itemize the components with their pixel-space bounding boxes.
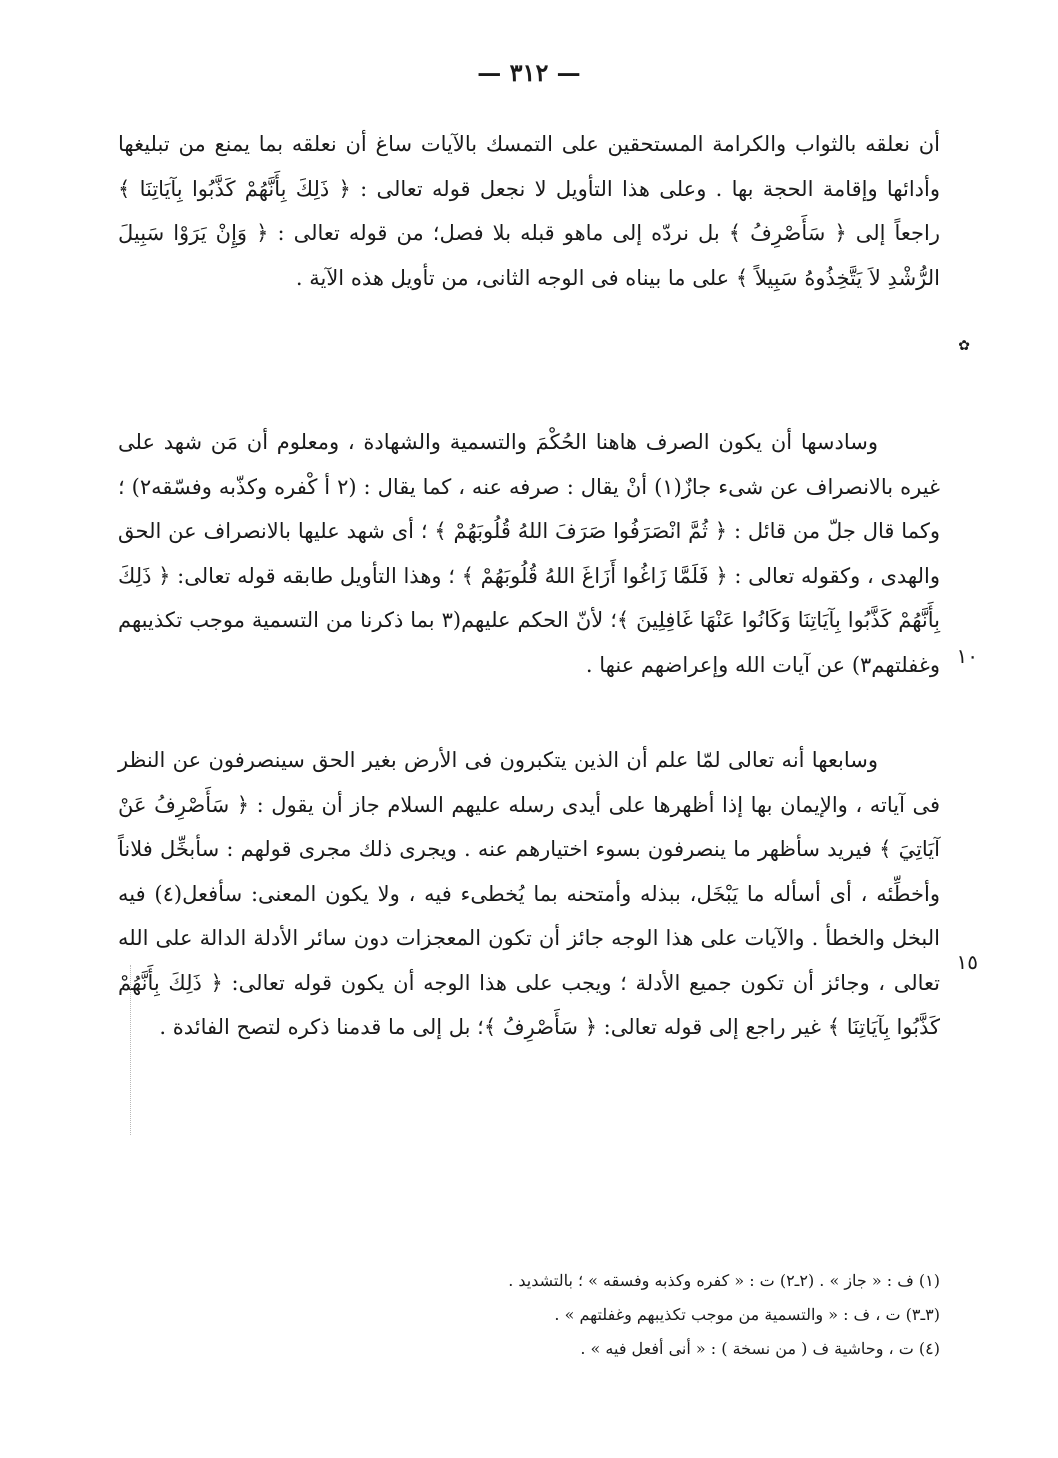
page-number: — ٣١٢ —: [477, 58, 581, 87]
line-number-15: ١٥: [956, 950, 978, 974]
footnote-2: (٣ـ٣) ت ، ف : « والتسمية من موجب تكذيبهم وغفلتهم » .: [554, 1305, 940, 1324]
paragraph-end-ornament: ✿: [958, 338, 970, 354]
footnotes: [300, 1264, 940, 1366]
paragraph-3-text: وسابعها أنه تعالى لمّا علم أن الذين يتكبرون فى الأرض بغير الحق سينصرفون عن النظر فى آياته ، والإيمان بها إذا أظهرها على أيدى رسله عليهم السلام جاز أن يقول : ﴿ سَأَصْرِفُ عَنْ آيَاتِيَ ﴾ فيريد سأظهر ما ينصرفون بسوء اختيارهم عنه . ويجرى ذلك مجرى قولهم : سأبخِّل فلاناً وأخطِّئه ، أى أسأله ما يَبْخَل، ببذله وأمتحنه بما يُخطىء فيه ، ولا يكون المعنى: سأفعل(٤) فيه البخل والخطأ . والآيات على هذا الوجه جائز أن تكون المعجزات دون سائر الأدلة الدالة على الله تعالى ، وجائز أن تكون جميع الأدلة ؛ ويجب على هذا الوجه أن يكون قوله تعالى: ﴿ ذَلِكَ بِأَنَّهُمْ كَذَّبُوا بِآيَاتِنَا ﴾ غير راجع إلى قوله تعالى: ﴿ سَأَصْرِفُ ﴾؛ بل إلى ما قدمنا ذكره لتصح الفائدة .: [118, 748, 940, 1039]
paragraph-3: [118, 738, 940, 1050]
binding-shadow: [130, 965, 135, 1135]
paragraph-2: [118, 420, 940, 687]
footnote-3: (٤) ت ، وحاشية ف ( من نسخة ) : « أنى أفعل فيه » .: [580, 1339, 940, 1358]
line-number-10: ١٠: [956, 644, 978, 668]
paragraph-1: [118, 122, 940, 300]
paragraph-2-text: وسادسها أن يكون الصرف هاهنا الحُكْمَ والتسمية والشهادة ، ومعلوم أن مَن شهد على غيره بالانصراف عن شىء جازٌ(١) أنْ يقال : صرفه عنه ، كما يقال : (٢ أ كْفره وكذّبه وفسّقه٢) ؛ وكما قال جلّ من قائل : ﴿ ثُمَّ انْصَرَفُوا صَرَفَ اللهُ قُلُوبَهُمْ ﴾ ؛ أى شهد عليها بالانصراف عن الحق والهدى ، وكقوله تعالى : ﴿ فَلَمَّا زَاغُوا أَزَاغَ اللهُ قُلُوبَهُمْ ﴾ ؛ وهذا التأويل طابقه قوله تعالى: ﴿ ذَلِكَ بِأَنَّهُمْ كَذَّبُوا بِآيَاتِنَا وَكَانُوا عَنْهَا غَافِلِينَ ﴾؛ لأنّ الحكم عليهم(٣ بما ذكرنا من التسمية موجب تكذيبهم وغفلتهم٣) عن آيات الله وإعراضهم عنها .: [118, 430, 941, 677]
footnote-1: (١) ف : « جاز » . (٢ـ٢) ت : « كفره وكذبه وفسقه » ؛ بالتشديد .: [508, 1271, 940, 1290]
paragraph-1-text: أن نعلقه بالثواب والكرامة المستحقين على التمسك بالآيات ساغ أن نعلقه بما يمنع من تبليغها وأدائها وإقامة الحجة بها . وعلى هذا التأويل لا نجعل قوله تعالى : ﴿ ذَلِكَ بِأَنَّهُمْ كَذَّبُوا بِآيَاتِنَا ﴾ راجعاً إلى ﴿ سَأَصْرِفُ ﴾ بل نردّه إلى ماهو قبله بلا فصل؛ من قوله تعالى : ﴿ وَإِنْ يَرَوْا سَبِيلَ الرُّشْدِ لاَ يَتَّخِذُوهُ سَبِيلاً ﴾ على ما بيناه فى الوجه الثانى، من تأويل هذه الآية .: [118, 132, 940, 290]
